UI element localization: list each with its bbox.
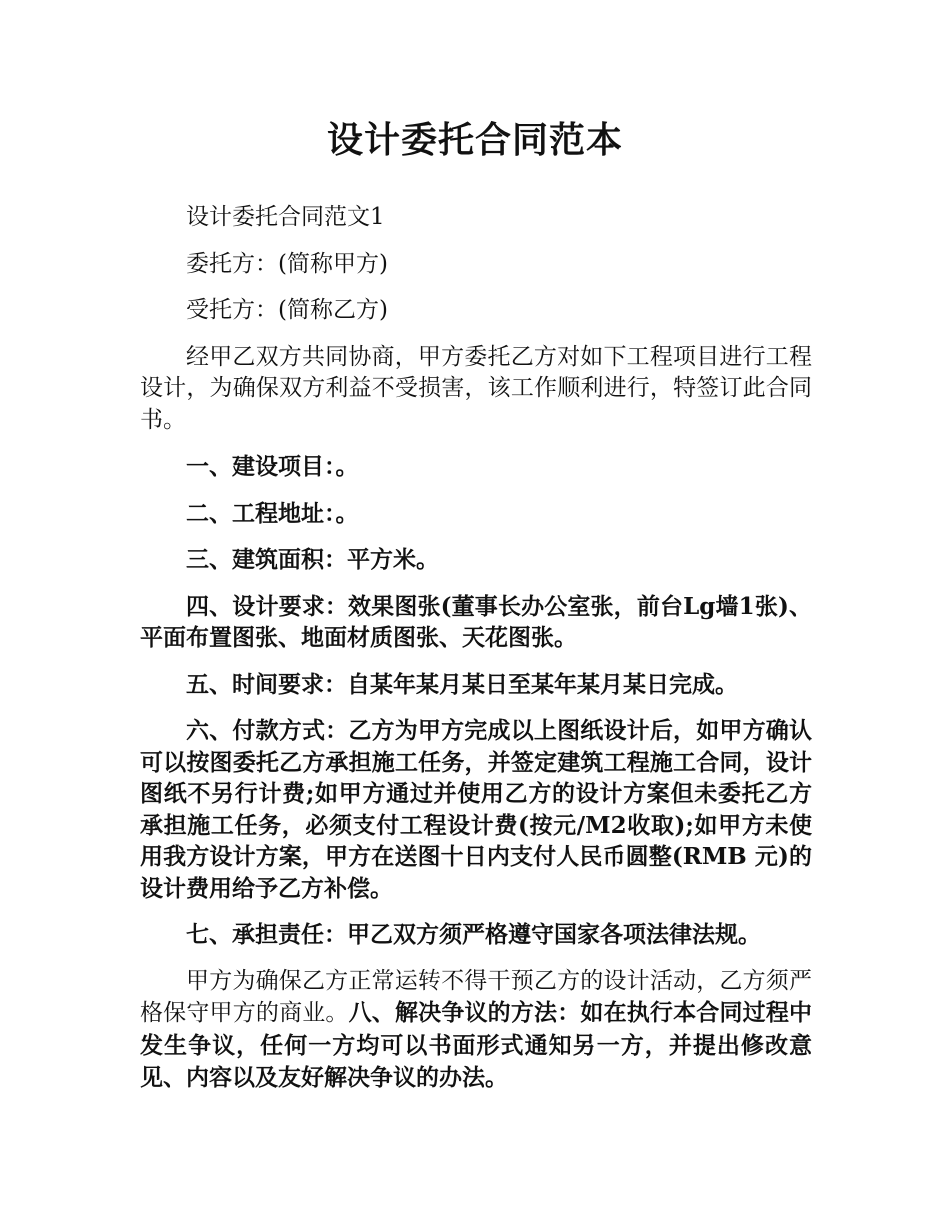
document-body [140,202,812,1110]
paragraph-contractor: 受托方：(简称乙方) [186,297,388,323]
clause-8-dispute-resolution: 八、解决争议的方法：如在执行本合同过程中发生争议，任何一方均可以书面形式通知另一方，并提出修改意见、内容以及友好解决争议的办法。 [140,999,813,1091]
paragraph-client: 委托方：(简称甲方) [186,250,388,277]
paragraph-preamble: 经甲乙双方共同协商，甲方委托乙方对如下工程项目进行工程设计，为确保双方利益不受损害，该工作顺利进行，特签订此合同书。 [140,343,812,433]
clause-3-area: 三、建筑面积：平方米。 [186,546,439,573]
clause-5-time-requirements: 五、时间要求：自某年某月某日至某年某月某日完成。 [186,670,738,698]
confidentiality-text: 甲方为确保乙方正常运转不得干预乙方的设计活动，乙方须严格保守甲方的商业。 [140,967,812,1026]
paragraph-heading-template: 设计委托合同范文1 [186,204,385,230]
clause-2-address: 二、工程地址：。 [186,499,359,527]
document-title: 设计委托合同范本 [326,120,623,161]
clause-6-payment: 六、付款方式：乙方为甲方完成以上图纸设计后，如甲方确认可以按图委托乙方承担施工任务，并签定建筑工程施工合同，设计图纸不另行计费;如甲方通过并使用乙方的设计方案但未委托乙方承担施工任务，必须支付工程设计费(按元/M2收取);如甲方未使用我方设计方案，甲方在送图十日内支付人民币圆整(RMB 元)的设计费用给予乙方补偿。 [140,717,812,902]
paragraph-confidentiality-and-disputes [140,966,812,1095]
clause-1-project: 一、建设项目：。 [186,453,359,480]
clause-7-responsibility: 七、承担责任：甲乙双方须严格遵守国家各项法律法规。 [186,921,761,948]
clause-4-design-requirements: 四、设计要求：效果图张(董事长办公室张，前台Lg墙1张)、平面布置图张、地面材质图张、天花图张。 [140,592,812,651]
